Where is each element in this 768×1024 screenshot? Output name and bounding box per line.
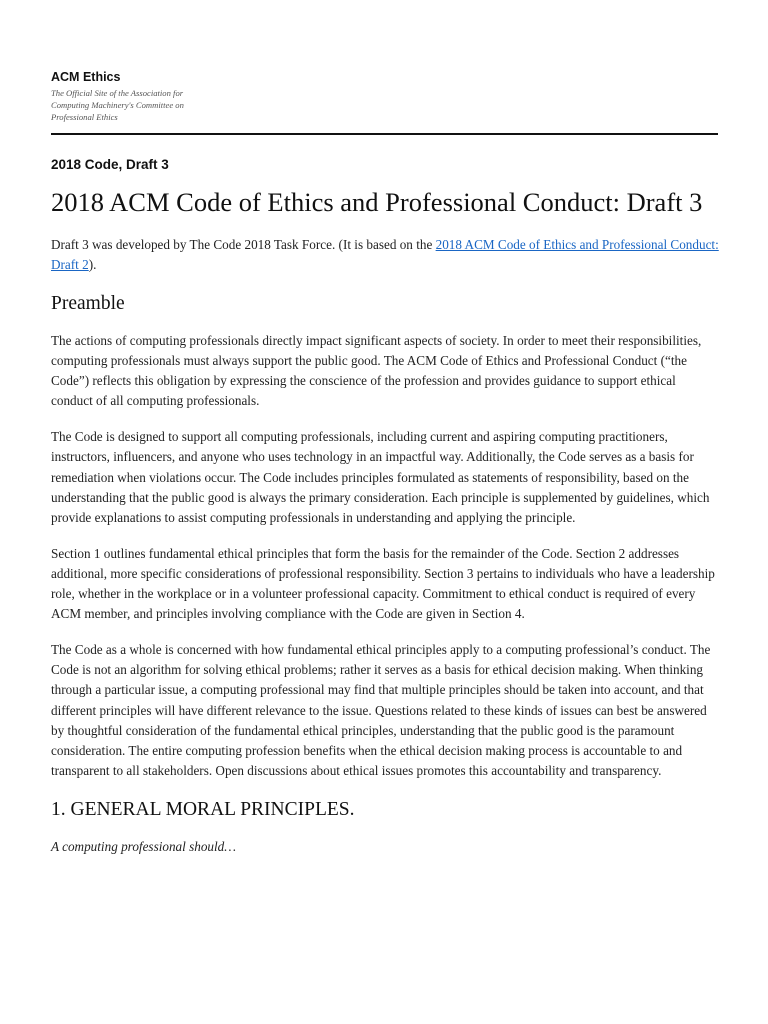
section-1-lead: A computing professional should… [51,838,236,854]
header-divider [51,133,718,135]
draft-2-link[interactable]: 2018 ACM Code of Ethics and Professional Conduct: Draft 2 [51,237,719,272]
site-title-link[interactable]: ACM Ethics [51,70,121,84]
site-header [51,68,718,123]
intro-text-after: ). [88,257,97,272]
preamble-paragraph: The actions of computing professionals directly impact significant aspects of society. In order to meet their responsibilities, computing professionals must always support the public good. The ACM Code of Ethics and Professional Conduct (“the Code”) reflects this obligation by expressing the conscience of the profession and provides guidance to support ethical conduct of all computing professionals. [51,333,702,409]
preamble-heading: Preamble [51,293,125,314]
page-title: 2018 ACM Code of Ethics and Professional Conduct: Draft 3 [51,187,703,217]
preamble-paragraph: The Code is designed to support all computing professionals, including current and aspiring computing practitioners, instructors, influencers, and anyone who uses technology in an impactful way. Additionally, the Code serves as a basis for remediation when violations occur. The Code includes principles formulated as statements of responsibility, based on the understanding that the public good is always the primary consideration. Each principle is supplemented by guidelines, which provide explanations to assist computing professionals in understanding and applying the principle. [51,429,710,525]
intro-text-before: Draft 3 was developed by The Code 2018 Task Force. (It is based on the [51,237,436,252]
preamble-paragraph: Section 1 outlines fundamental ethical principles that form the basis for the remainder of the Code. Section 2 addresses additional, more specific considerations of professional responsibility. Section 3 pertains to individuals who have a leadership role, whether in the workplace or in a volunteer professional capacity. Commitment to ethical conduct is required of every ACM member, and principles involving compliance with the Code are given in Section 4. [51,545,715,622]
article-kicker: 2018 Code, Draft 3 [51,157,169,172]
section-1-heading: 1. GENERAL MORAL PRINCIPLES. [51,798,355,820]
article [51,156,719,857]
intro-paragraph [51,235,719,275]
preamble-paragraph: The Code as a whole is concerned with how fundamental ethical principles apply to a computing professional’s conduct. The Code is not an algorithm for solving ethical problems; rather it serves as a basis for ethical decision making. When thinking through a particular issue, a computing professional may find that multiple principles should be taken into account, and that different principles will have different relevance to the issue. Questions related to these kinds of issues can best be answered by thoughtful consideration of the fundamental ethical principles, understanding that the public good is the paramount consideration. The entire computing profession benefits when the ethical decision making process is accountable to and transparent to all stakeholders. Open discussions about ethical issues promotes this accountability and transparency. [51,642,711,778]
site-tagline: The Official Site of the Association for Computing Machinery's Committee on Professional Ethics [51,88,184,122]
